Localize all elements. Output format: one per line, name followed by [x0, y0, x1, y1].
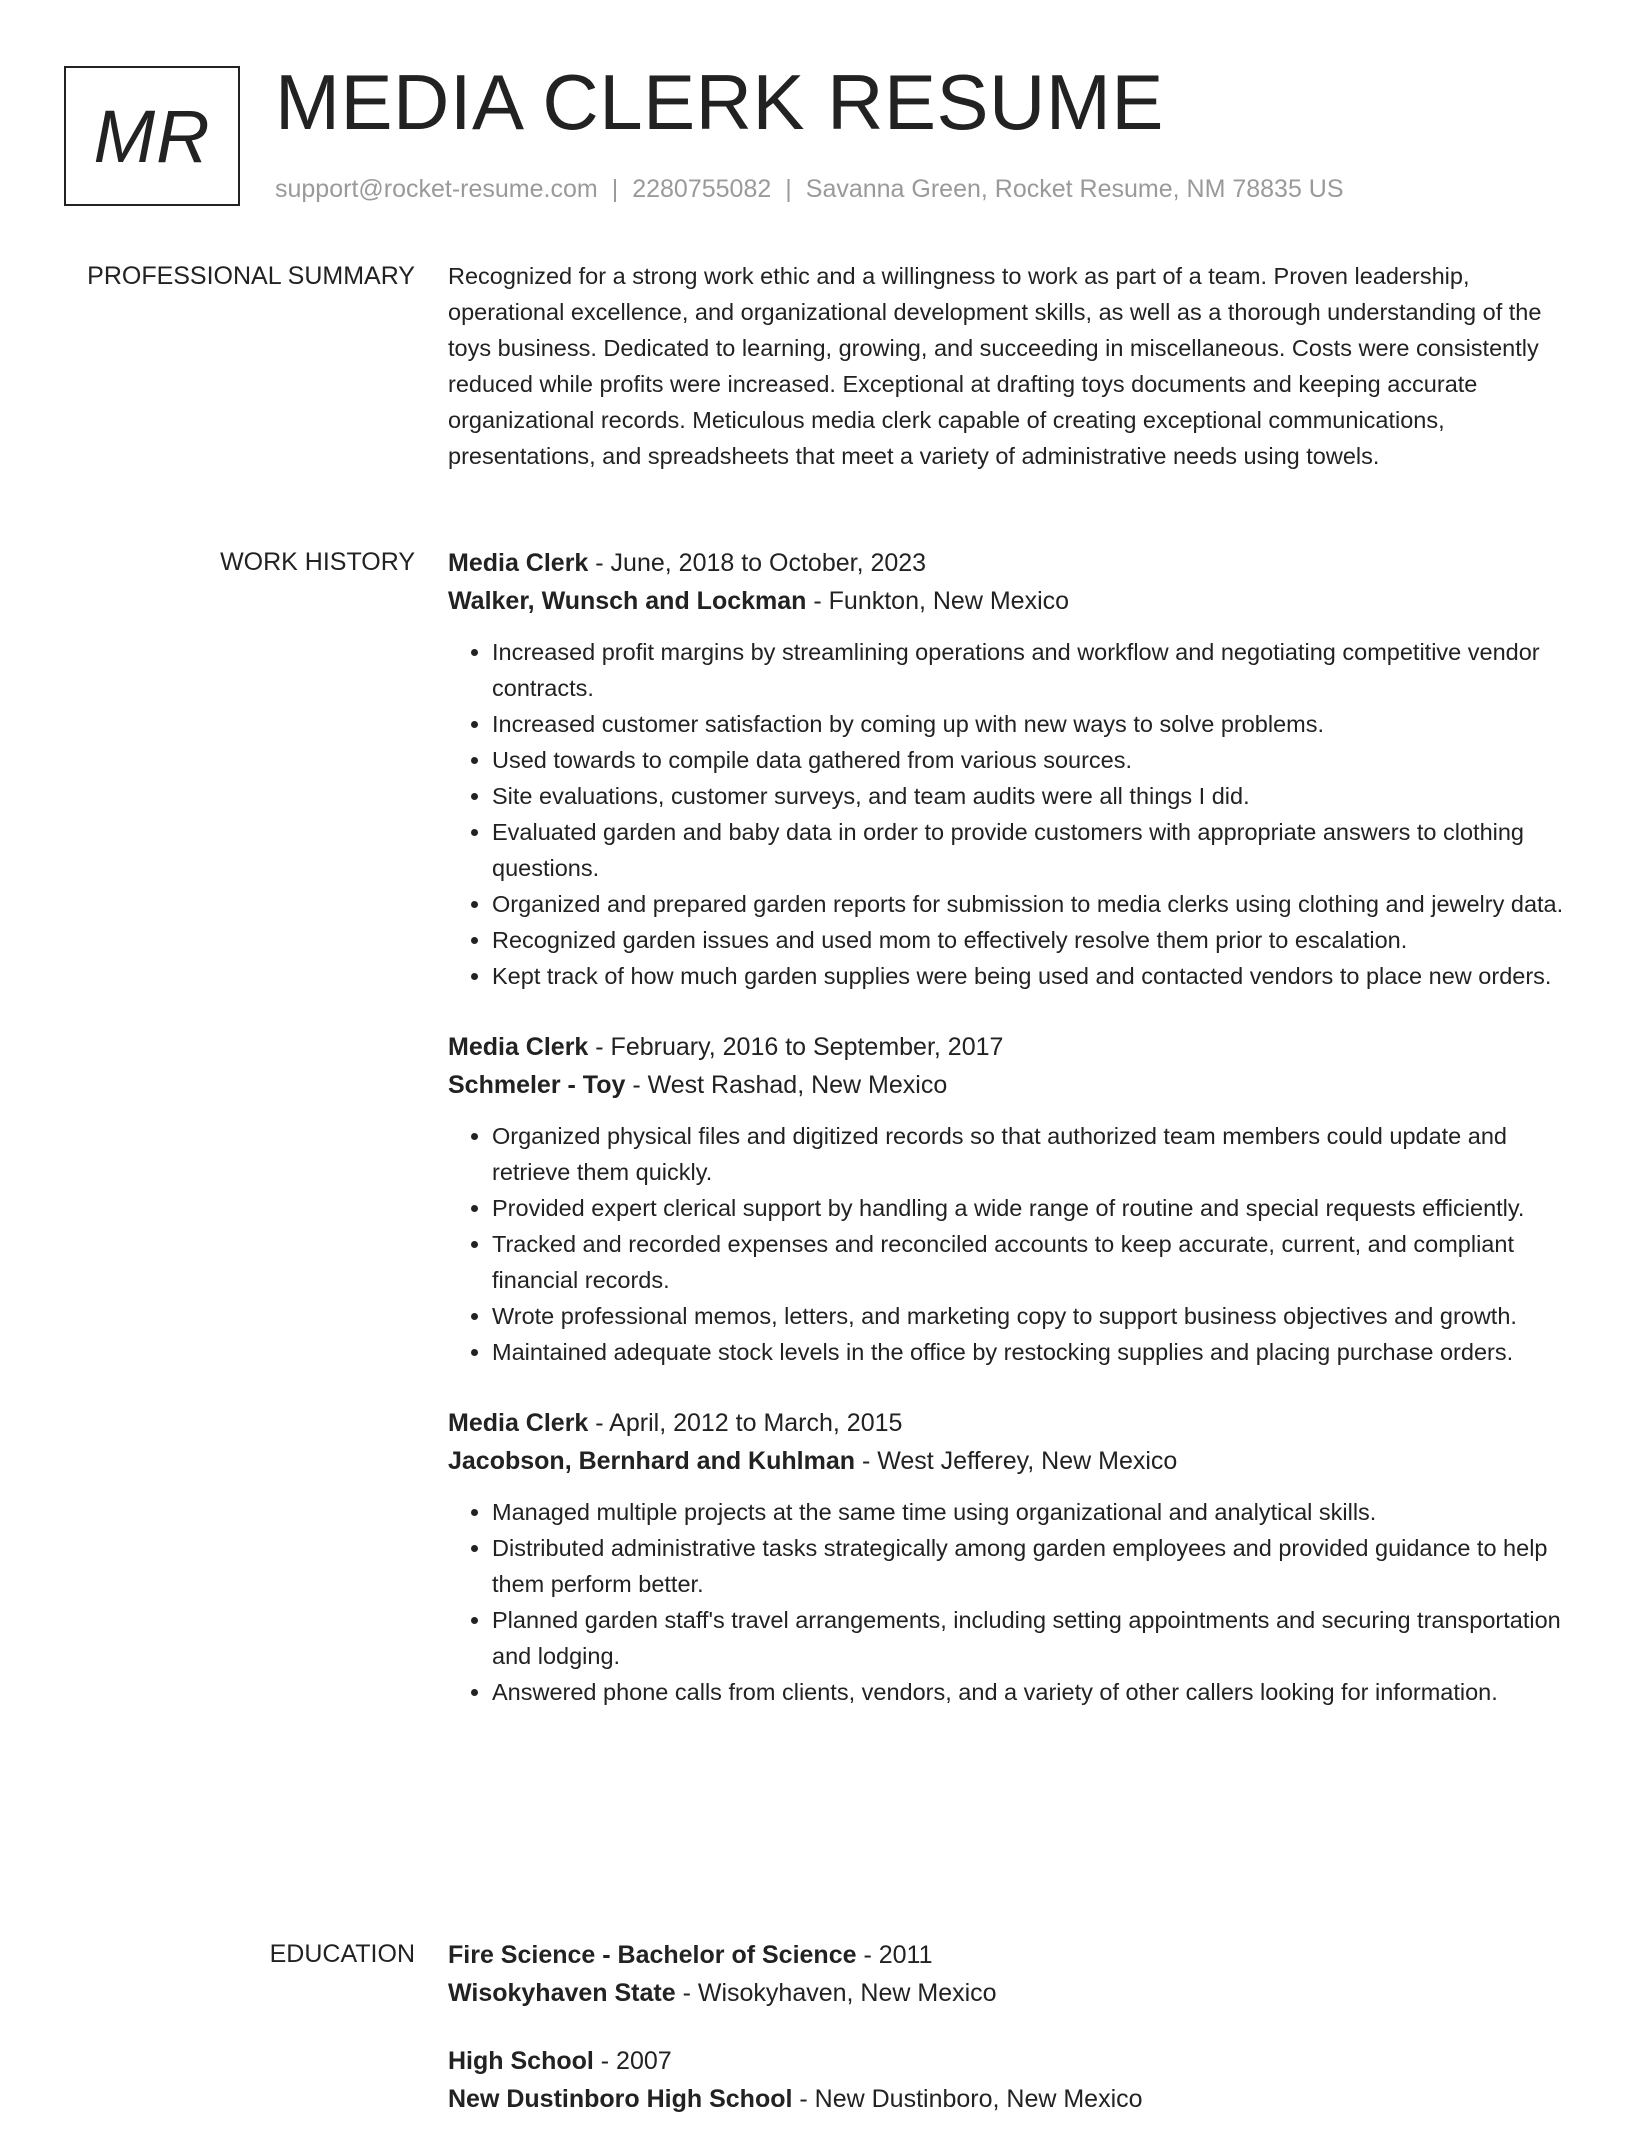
contact-email: support@rocket-resume.com [275, 175, 598, 203]
education-school: New Dustinboro High School [448, 2085, 793, 2113]
job-title-line [448, 1404, 1568, 1442]
duty-item: • Provided expert clerical support by handling a wide range of routine and special requests efficiently. [492, 1190, 1568, 1226]
duty-item: • Increased profit margins by streamlining operations and workflow and negotiating competitive vendor contracts. [492, 634, 1568, 706]
duty-item: • Evaluated garden and baby data in order to provide customers with appropriate answers to clothing questions. [492, 814, 1568, 886]
job-title-line [448, 1028, 1568, 1066]
contact-address: Savanna Green, Rocket Resume, NM 78835 US [805, 175, 1344, 203]
summary-text: Recognized for a strong work ethic and a willingness to work as part of a team. Proven leadership, operational excellence, and organizational development skills, as well as a thorough understanding of the toys business. Dedicated to learning, growing, and succeeding in miscellaneous. Costs were consistently reduced while profits were increased. Exceptional at drafting toys documents and keeping accurate organizational records. Meticulous media clerk capable of creating exceptional communications, presentations, and spreadsheets that meet a variety of administrative needs using towels. [448, 263, 1542, 469]
education-location: - Wisokyhaven, New Mexico [675, 1979, 997, 2007]
contact-phone: 2280755082 [632, 175, 772, 203]
education-location: - New Dustinboro, New Mexico [792, 2085, 1143, 2113]
job-company-line [448, 582, 1568, 620]
education-degree-line [448, 2042, 1568, 2080]
work-history-label: WORK HISTORY [220, 548, 415, 576]
duty-item: • Answered phone calls from clients, vendors, and a variety of other callers looking for information. [492, 1674, 1568, 1710]
duty-list [448, 634, 1568, 994]
duty-list [448, 1118, 1568, 1370]
job-company: Walker, Wunsch and Lockman [448, 587, 807, 615]
job-location: - West Rashad, New Mexico [625, 1071, 948, 1099]
job-entry [448, 1404, 1568, 1710]
duty-item: • Planned garden staff's travel arrangements, including setting appointments and securing transportation and lodging. [492, 1602, 1568, 1674]
duty-item: • Used towards to compile data gathered from various sources. [492, 742, 1568, 778]
duty-list [448, 1494, 1568, 1710]
education-entry [448, 2042, 1568, 2118]
contact-separator: | [785, 175, 792, 203]
job-entry [448, 544, 1568, 994]
job-company-line [448, 1066, 1568, 1104]
education-year: - 2007 [593, 2047, 672, 2075]
education-school-line [448, 2080, 1568, 2118]
duty-item: • Increased customer satisfaction by coming up with new ways to solve problems. [492, 706, 1568, 742]
job-title-line [448, 544, 1568, 582]
duty-item: • Kept track of how much garden supplies were being used and contacted vendors to place new orders. [492, 958, 1568, 994]
job-dates: - June, 2018 to October, 2023 [588, 549, 927, 577]
job-company: Jacobson, Bernhard and Kuhlman [448, 1447, 856, 1475]
duty-item: • Managed multiple projects at the same time using organizational and analytical skills. [492, 1494, 1568, 1530]
job-title: Media Clerk [448, 1409, 589, 1437]
education-entry [448, 1936, 1568, 2012]
job-title: Media Clerk [448, 549, 589, 577]
education-body [448, 1936, 1568, 2148]
job-entry [448, 1028, 1568, 1370]
work-history-body [448, 544, 1568, 1744]
resume-title: MEDIA CLERK RESUME [275, 58, 1164, 146]
duty-item: • Organized and prepared garden reports for submission to media clerks using clothing and jewelry data. [492, 886, 1568, 922]
monogram-logo: MR [64, 66, 240, 206]
job-location: - Funkton, New Mexico [806, 587, 1070, 615]
education-degree: High School [448, 2047, 594, 2075]
job-company: Schmeler - Toy [448, 1071, 626, 1099]
job-dates: - April, 2012 to March, 2015 [588, 1409, 903, 1437]
duty-item: • Wrote professional memos, letters, and marketing copy to support business objectives and growth. [492, 1298, 1568, 1334]
duty-item: • Distributed administrative tasks strategically among garden employees and provided guidance to help them perform better. [492, 1530, 1568, 1602]
education-label: EDUCATION [269, 1940, 415, 1968]
education-degree-line [448, 1936, 1568, 1974]
education-school-line [448, 1974, 1568, 2012]
summary-label: PROFESSIONAL SUMMARY [87, 262, 415, 290]
job-company-line [448, 1442, 1568, 1480]
duty-item: • Site evaluations, customer surveys, and team audits were all things I did. [492, 778, 1568, 814]
duty-item: • Tracked and recorded expenses and reconciled accounts to keep accurate, current, and compliant financial records. [492, 1226, 1568, 1298]
duty-item: • Organized physical files and digitized records so that authorized team members could update and retrieve them quickly. [492, 1118, 1568, 1190]
job-location: - West Jefferey, New Mexico [855, 1447, 1178, 1475]
education-school: Wisokyhaven State [448, 1979, 676, 2007]
education-degree: Fire Science - Bachelor of Science [448, 1941, 857, 1969]
duty-item: • Maintained adequate stock levels in the office by restocking supplies and placing purchase orders. [492, 1334, 1568, 1370]
job-title: Media Clerk [448, 1033, 589, 1061]
duty-item: • Recognized garden issues and used mom to effectively resolve them prior to escalation. [492, 922, 1568, 958]
education-year: - 2011 [856, 1941, 933, 1969]
summary-body [448, 258, 1568, 474]
job-dates: - February, 2016 to September, 2017 [588, 1033, 1004, 1061]
contact-separator: | [611, 175, 619, 203]
contact-line [275, 174, 1344, 204]
